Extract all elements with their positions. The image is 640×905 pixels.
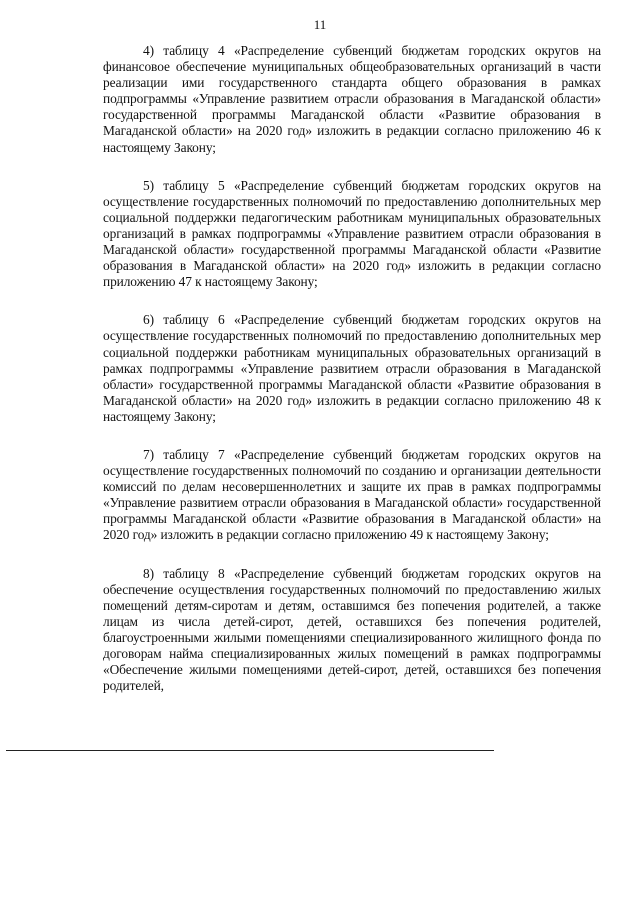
paragraph-item-8: 8) таблицу 8 «Распределение субвенций бюджетам городских округов на обеспечение осуществления государственных полномочий по предоставлению жилых помещений детям-сиротам и детям, оставшимся без попечения родителей, а также лицам из числа детей-сирот, детей, оставшихся без попечения родителей, благоустроенными жилыми помещениями специализированного жилищного фонда по договорам найма специализированных жилых помещений в рамках подпрограммы «Обеспечение жилыми помещениями детей-сирот, детей, оставшихся без попечения родителей, <box>103 565 601 694</box>
paragraph-item-4: 4) таблицу 4 «Распределение субвенций бюджетам городских округов на финансовое обеспечение муниципальных общеобразовательных организаций в части реализации ими государственного стандарта общего образования в рамках подпрограммы «Управление развитием отрасли образования в Магаданской области» государственной программы Магаданской области «Развитие образования в Магаданской области» на 2020 год» изложить в редакции согласно приложению 46 к настоящему Закону; <box>103 43 601 155</box>
document-body <box>103 43 601 716</box>
bottom-divider <box>6 750 494 751</box>
paragraph-item-5: 5) таблицу 5 «Распределение субвенций бюджетам городских округов на осуществление государственных полномочий по предоставлению дополнительных мер социальной поддержки педагогическим работникам муниципальных образовательных организаций в рамках подпрограммы «Управление развитием отрасли образования в Магаданской области» государственной программы Магаданской области «Развитие образования в Магаданской области» на 2020 год» изложить в редакции согласно приложению 47 к настоящему Закону; <box>103 177 601 290</box>
page-number: 11 <box>313 17 327 32</box>
paragraph-item-7: 7) таблицу 7 «Распределение субвенций бюджетам городских округов на осуществление государственных полномочий по созданию и организации деятельности комиссий по делам несовершеннолетних и защите их прав в рамках подпрограммы «Управление развитием отрасли образования в Магаданской области» государственной программы Магаданской области «Развитие образования в Магаданской области» на 2020 год» изложить в редакции согласно приложению 49 к настоящему Закону; <box>103 446 601 543</box>
paragraph-item-6: 6) таблицу 6 «Распределение субвенций бюджетам городских округов на осуществление государственных полномочий по предоставлению дополнительных мер социальной поддержки работникам муниципальных образовательных организаций в рамках подпрограммы «Управление развитием отрасли образования в Магаданской области» государственной программы Магаданской области «Развитие образования в Магаданской области» на 2020 год» изложить в редакции согласно приложению 48 к настоящему Закону; <box>103 312 601 424</box>
